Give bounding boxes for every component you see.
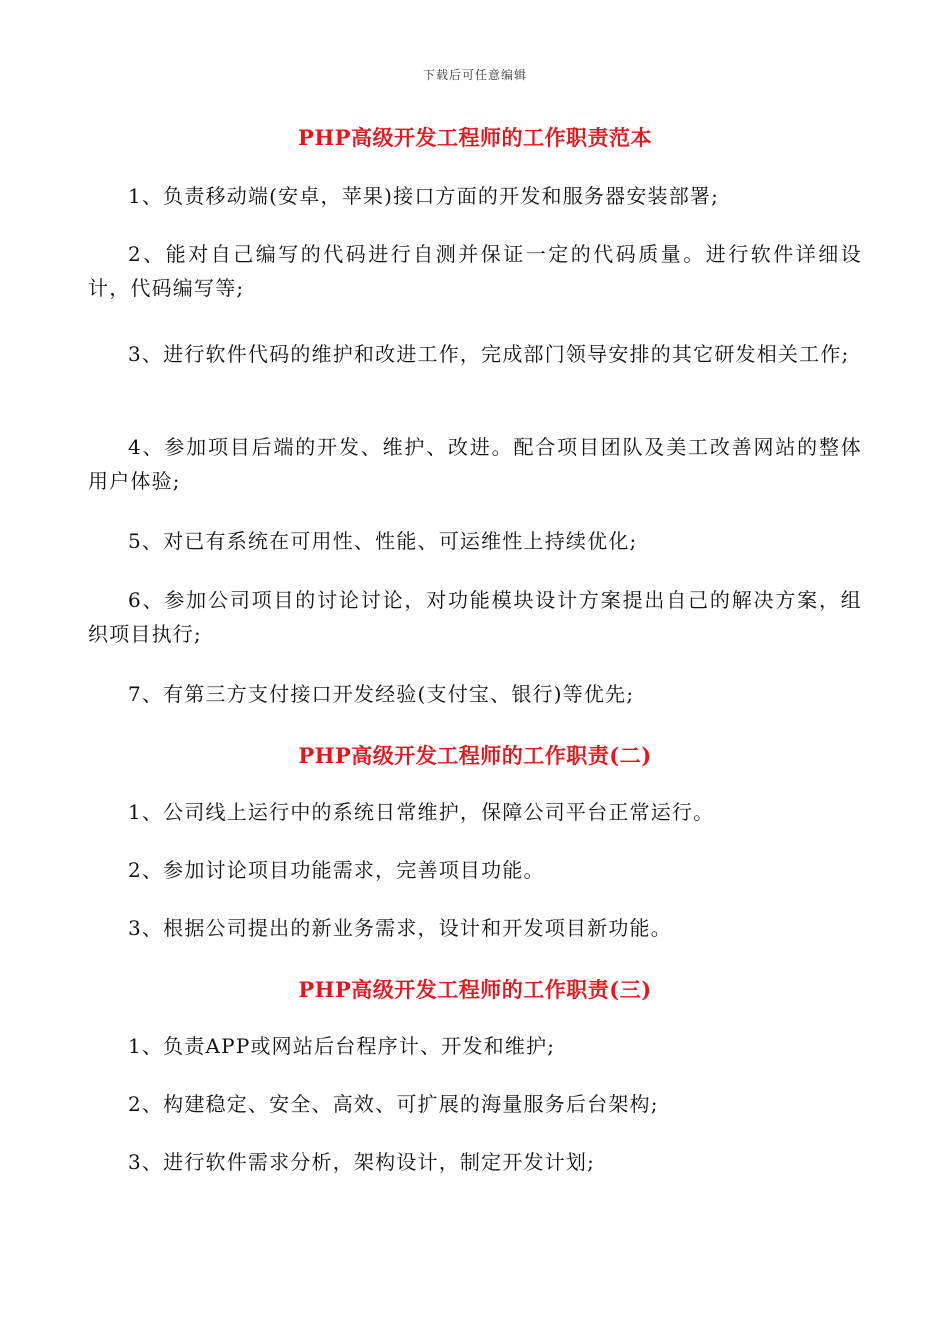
section-1-item-4: 4、参加项目后端的开发、维护、改进。配合项目团队及美工改善网站的整体用户体验;: [88, 435, 862, 493]
section-1-item-1: 1、负责移动端(安卓，苹果)接口方面的开发和服务器安装部署;: [128, 184, 720, 208]
section-2-item-2: 2、参加讨论项目功能需求，完善项目功能。: [128, 858, 545, 882]
section-3-item-3: 3、进行软件需求分析，架构设计，制定开发计划;: [128, 1150, 596, 1174]
section-1-item-5: 5、对已有系统在可用性、性能、可运维性上持续优化;: [128, 529, 638, 553]
section-1-item-7: 7、有第三方支付接口开发经验(支付宝、银行)等优先;: [128, 682, 635, 706]
section-title-3: PHP高级开发工程师的工作职责(三): [298, 977, 652, 1002]
header-note: 下载后可任意编辑: [422, 68, 527, 82]
section-1-item-2: 2、能对自己编写的代码进行自测并保证一定的代码质量。进行软件详细设计，代码编写等;: [88, 242, 862, 300]
section-2-item-3: 3、根据公司提出的新业务需求，设计和开发项目新功能。: [128, 916, 672, 940]
section-2-item-1: 1、公司线上运行中的系统日常维护，保障公司平台正常运行。: [128, 800, 715, 824]
section-title-2: PHP高级开发工程师的工作职责(二): [298, 743, 652, 768]
section-1-item-3: 3、进行软件代码的维护和改进工作，完成部门领导安排的其它研发相关工作;: [128, 342, 850, 366]
section-title-1: PHP高级开发工程师的工作职责范本: [298, 125, 652, 150]
section-3-item-2: 2、构建稳定、安全、高效、可扩展的海量服务后台架构;: [128, 1092, 659, 1116]
section-3-item-1: 1、负责APP或网站后台程序计、开发和维护;: [128, 1034, 556, 1058]
section-1-item-6: 6、参加公司项目的讨论讨论，对功能模块设计方案提出自己的解决方案，组织项目执行;: [88, 588, 862, 646]
